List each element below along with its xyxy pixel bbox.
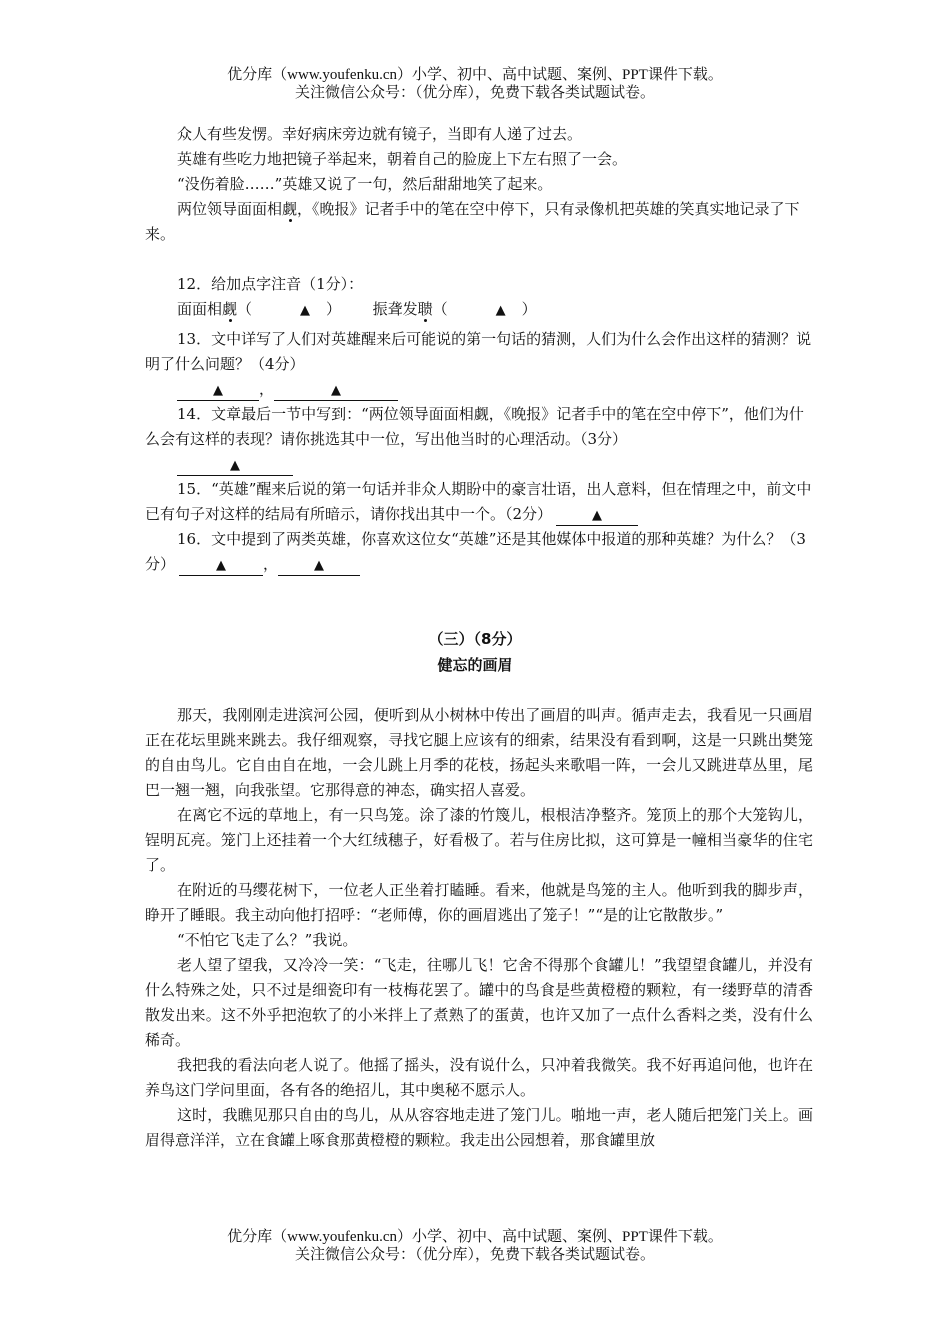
- section-number: （三）（8分）: [428, 630, 522, 648]
- header-line-1: 优分库（www.youfenku.cn）小学、初中、高中试题、案例、PPT课件下载。: [227, 67, 723, 83]
- footer-line-2: 关注微信公众号：（优分库），免费下载各类试题试卷。: [294, 1247, 655, 1263]
- story-paragraph: 老人望了望我，又冷冷一笑：“飞走，往哪儿飞！它舍不得那个食罐儿！”我望望食罐儿，并没有什么特殊之处，只不过是细瓷印有一枝梅花罢了。罐中的鸟食是些黄橙橙的颗粒，有一缕野草的清香散发出来。这不外乎把泡软了的小米拌上了煮熟了的蛋黄，也许又加了一点什么香料之类，没有什么稀奇。: [145, 956, 813, 1049]
- bracket: （: [237, 300, 253, 318]
- question-12-items: [145, 297, 813, 323]
- q15-text: 15．“英雄”醒来后说的第一句话并非众人期盼中的豪言壮语，出人意料，但在情理之中，前文中已有句子对这样的结局有所暗示，请你找出其中一个。（2分）: [145, 480, 812, 523]
- story-paragraph: 在附近的马缨花树下，一位老人正坐着打瞌睡。看来，他就是鸟笼的主人。他听到我的脚步声，睁开了睡眼。我主动向他打招呼：“老师傅，你的画眉逃出了笼子！”“是的让它散散步。”: [145, 881, 813, 924]
- answer-marker[interactable]: ▲: [300, 303, 311, 318]
- q13-answer-line: [145, 377, 813, 402]
- q16-text: 16．文中提到了两类英雄，你喜欢这位女“英雄”还是其他媒体中报道的那种英雄？为什么？（3分）: [145, 530, 806, 573]
- story-paragraph: 在离它不远的草地上，有一只鸟笼。涂了漆的竹篾儿，根根洁净整齐。笼顶上的那个大笼钩儿，锃明瓦亮。笼门上还挂着一个大红绒穗子，好看极了。若与住房比拟，这可算是一幢相当豪华的住宅了。: [145, 806, 813, 874]
- answer-blank[interactable]: ▲: [177, 457, 293, 476]
- separator: ，: [259, 380, 275, 398]
- excerpt-paragraph: 众人有些发愣。幸好病床旁边就有镜子，当即有人递了过去。: [177, 125, 583, 143]
- excerpt-paragraph: “没伤着脸……”英雄又说了一句，然后甜甜地笑了起来。: [177, 175, 553, 193]
- excerpt-paragraph: 英雄有些吃力地把镜子举起来，朝着自己的脸庞上下左右照了一会。: [177, 150, 628, 168]
- answer-blank[interactable]: ▲: [278, 557, 360, 576]
- question-16: [145, 527, 813, 577]
- question-14: 14．文章最后一节中写到：“两位领导面面相觑，《晚报》记者手中的笔在空中停下”，他们为什么会有这样的表现？请你挑选其中一位，写出他当时的心理活动。（3分）: [145, 405, 804, 448]
- dotted-char: 觑: [222, 300, 238, 318]
- excerpt-paragraph: [145, 197, 813, 247]
- bracket: ）: [326, 300, 342, 318]
- excerpt-text: 两位领导面面相: [177, 200, 283, 218]
- q14-answer-line: [145, 452, 813, 477]
- question-15: [145, 477, 813, 527]
- question-13: 13．文中详写了人们对英雄醒来后可能说的第一句话的猜测，人们为什么会作出这样的猜测？说明了什么问题？（4分）: [145, 330, 812, 373]
- page-footer: [0, 1228, 950, 1264]
- q12-item-b: 振聋发: [372, 300, 418, 318]
- story-paragraph: “不怕它飞走了么？”我说。: [177, 931, 358, 949]
- answer-blank[interactable]: ▲: [556, 507, 638, 526]
- answer-blank[interactable]: ▲: [274, 382, 398, 401]
- page-header: [0, 66, 950, 102]
- story-paragraph: 这时，我瞧见那只自由的鸟儿，从从容容地走进了笼门儿。啪地一声，老人随后把笼门关上。画眉得意洋洋，立在食罐上啄食那黄橙橙的颗粒。我走出公园想着，那食罐里放: [145, 1106, 813, 1149]
- header-line-2: 关注微信公众号：（优分库），免费下载各类试题试卷。: [294, 85, 655, 101]
- q12-item-a: 面面相: [177, 300, 223, 318]
- story-paragraph: 我把我的看法向老人说了。他摇了摇头，没有说什么，只冲着我微笑。我不好再追问他，也许在养鸟这门学问里面，各有各的绝招儿，其中奥秘不愿示人。: [145, 1056, 813, 1099]
- answer-marker[interactable]: ▲: [495, 303, 506, 318]
- dotted-char: 觑: [282, 200, 298, 218]
- story: [145, 703, 813, 1153]
- excerpt: [145, 122, 813, 247]
- dotted-char: 聩: [417, 300, 433, 318]
- footer-line-1: 优分库（www.youfenku.cn）小学、初中、高中试题、案例、PPT课件下载。: [227, 1229, 723, 1245]
- bracket: （: [432, 300, 448, 318]
- excerpt-text: ，《晚报》记者手中的笔在空中停下，只有录像机把英雄的笑真实地记录了下来。: [145, 200, 800, 243]
- question-12-title: 12．给加点字注音（1分）：: [177, 275, 364, 293]
- separator: ，: [263, 555, 279, 573]
- section-title: 健忘的画眉: [437, 656, 513, 674]
- answer-blank[interactable]: ▲: [177, 382, 259, 401]
- answer-blank[interactable]: ▲: [179, 557, 263, 576]
- questions: [145, 272, 813, 577]
- bracket: ）: [521, 300, 537, 318]
- story-paragraph: 那天，我刚刚走进滨河公园，便听到从小树林中传出了画眉的叫声。循声走去，我看见一只画眉正在花坛里跳来跳去。我仔细观察，寻找它腿上应该有的细索，结果没有看到啊，这是一只跳出樊笼的自由鸟儿。它自由自在地，一会儿跳上月季的花枝，扬起头来歌唱一阵，一会儿又跳进草丛里，尾巴一翘一翘，向我张望。它那得意的神态，确实招人喜爱。: [145, 706, 813, 799]
